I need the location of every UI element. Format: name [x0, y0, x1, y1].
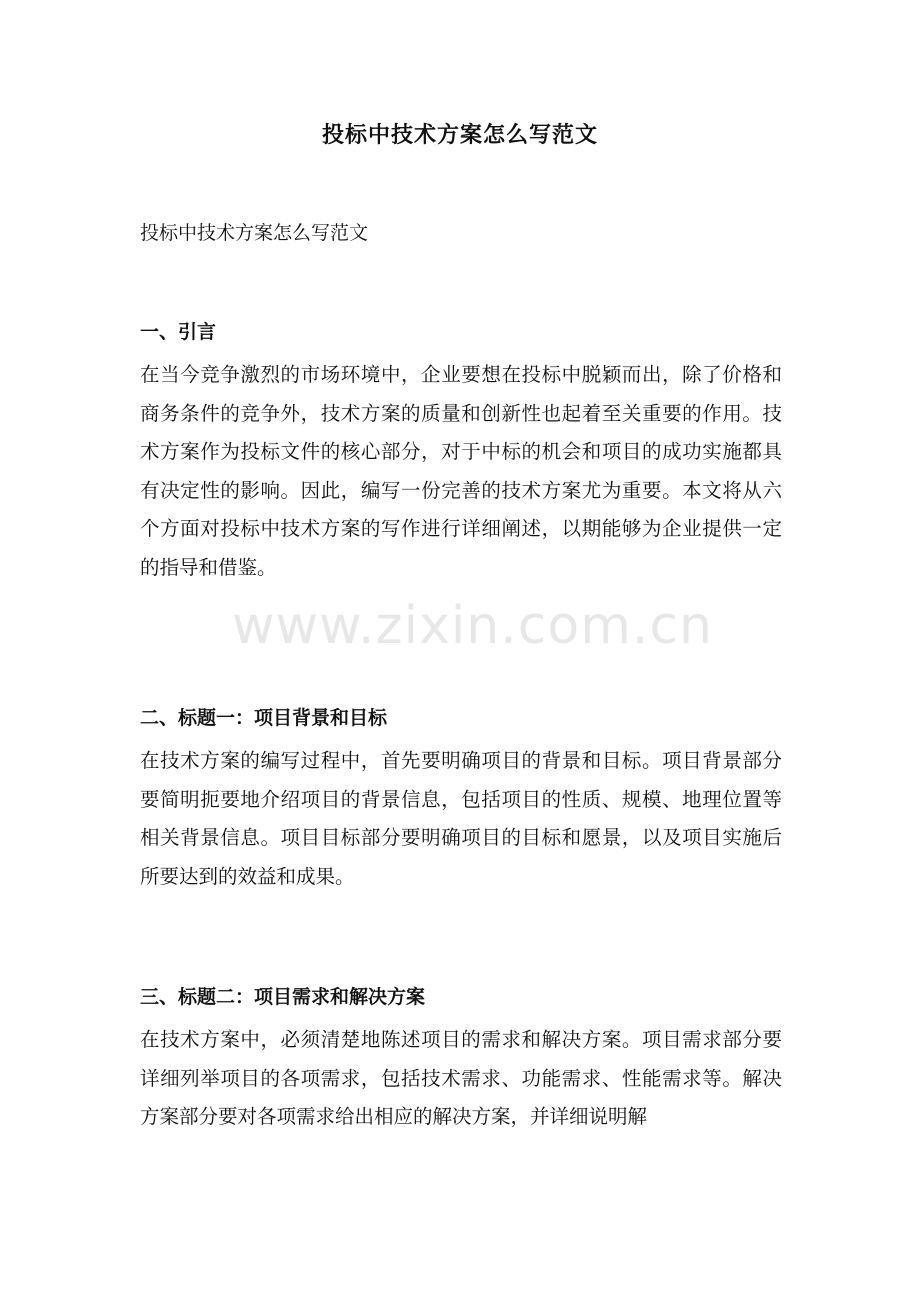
- section-heading-requirements: 三、标题二：项目需求和解决方案: [140, 986, 426, 1008]
- document-title: 投标中技术方案怎么写范文: [321, 122, 598, 148]
- section-heading-intro: 一、引言: [140, 321, 217, 343]
- section-body-intro: 在当今竞争激烈的市场环境中，企业要想在投标中脱颖而出，除了价格和商务条件的竞争外，技术方案的质量和创新性也起着至关重要的作用。技术方案作为投标文件的核心部分，对于中标的机会和项目的成功实施都具有决定性的影响。因此，编写一份完善的技术方案尤为重要。本文将从六个方面对投标中技术方案的写作进行详细阐述，以期能够为企业提供一定的指导和借鉴。: [140, 363, 782, 579]
- section-body-requirements: 在技术方案中，必须清楚地陈述项目的需求和解决方案。项目需求部分要详细列举项目的各项需求，包括技术需求、功能需求、性能需求等。解决方案部分要对各项需求给出相应的解决方案，并详细说明解: [140, 1028, 782, 1128]
- document-subtitle: 投标中技术方案怎么写范文: [140, 222, 369, 244]
- section-body-background: 在技术方案的编写过程中，首先要明确项目的背景和目标。项目背景部分要简明扼要地介绍项目的背景信息，包括项目的性质、规模、地理位置等相关背景信息。项目目标部分要明确项目的目标和愿景，以及项目实施后所要达到的效益和成果。: [140, 749, 782, 888]
- watermark: www.zixin.com.cn: [232, 596, 713, 656]
- section-heading-background: 二、标题一：项目背景和目标: [140, 707, 388, 729]
